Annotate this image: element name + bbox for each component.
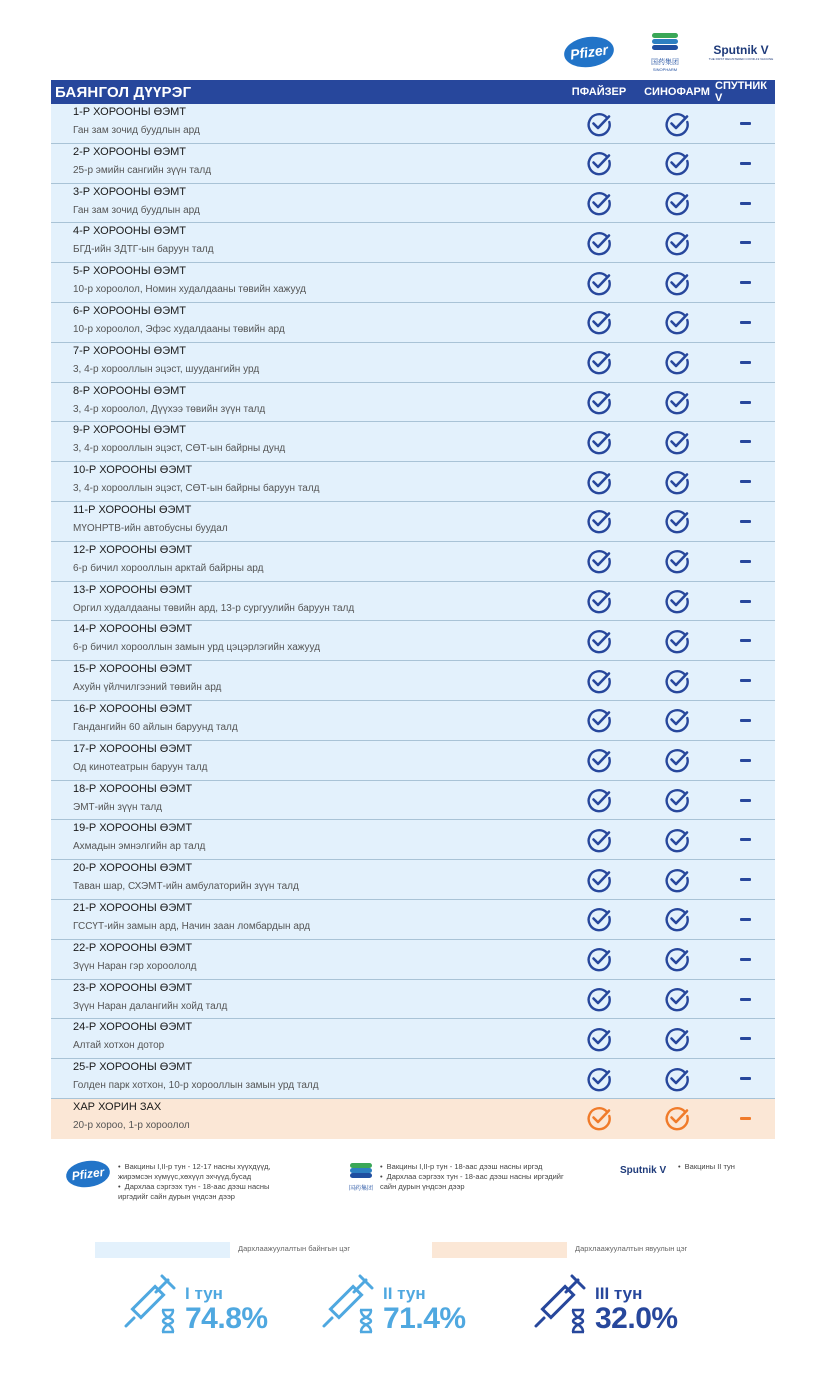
sinopharm-availability (639, 184, 715, 223)
check-circle-icon (664, 190, 690, 216)
check-circle-icon (664, 747, 690, 773)
site-name: 16-Р ХОРООНЫ ӨЭМТ (73, 702, 193, 715)
dash-icon (740, 1117, 751, 1120)
sputnik-availability (715, 741, 775, 780)
legend-sputnik-notes (678, 1162, 778, 1172)
sinopharm-availability (639, 860, 715, 899)
check-circle-icon (586, 429, 612, 455)
check-circle-icon (586, 111, 612, 137)
table-row (51, 900, 775, 940)
site-name: 14-Р ХОРООНЫ ӨЭМТ (73, 623, 193, 636)
check-circle-icon (664, 628, 690, 654)
pfizer-logo (562, 30, 616, 74)
site-name: 9-Р ХОРООНЫ ӨЭМТ (73, 424, 186, 437)
sputnik-availability (715, 621, 775, 660)
check-circle-icon (664, 230, 690, 256)
sputnik-logo-sub: THE FIRST REGISTERED COVID-19 VACCINE (708, 57, 774, 61)
pfizer-availability (561, 701, 637, 740)
check-circle-icon (586, 588, 612, 614)
dash-icon (740, 759, 751, 762)
check-circle-icon (664, 1026, 690, 1052)
sputnik-availability (715, 1019, 775, 1058)
dash-icon (740, 998, 751, 1001)
sputnik-availability (715, 343, 775, 382)
pfizer-availability (561, 661, 637, 700)
dash-icon (740, 1077, 751, 1080)
sinopharm-availability (639, 1099, 715, 1138)
sputnik-availability (715, 502, 775, 541)
table-row (51, 104, 775, 144)
sputnik-availability (715, 1059, 775, 1098)
site-address: Ахмадын эмнэлгийн ар талд (73, 841, 206, 853)
sputnik-availability (715, 701, 775, 740)
dash-icon (740, 918, 751, 921)
dash-icon (740, 162, 751, 165)
site-name: 25-Р ХОРООНЫ ӨЭМТ (73, 1061, 193, 1074)
site-name: 8-Р ХОРООНЫ ӨЭМТ (73, 384, 186, 397)
site-name: 2-Р ХОРООНЫ ӨЭМТ (73, 145, 186, 158)
check-circle-icon (664, 986, 690, 1012)
table-row (51, 383, 775, 423)
table-row (51, 263, 775, 303)
sputnik-availability (715, 144, 775, 183)
check-circle-icon (586, 270, 612, 296)
sinopharm-logo (640, 30, 690, 74)
sinopharm-availability (639, 781, 715, 820)
check-circle-icon (664, 429, 690, 455)
table-row (51, 860, 775, 900)
site-name: 24-Р ХОРООНЫ ӨЭМТ (73, 1021, 193, 1034)
site-address: Оргил худалдааны төвийн ард, 13-р сургуулийн баруун талд (73, 602, 355, 614)
sinopharm-availability (639, 1059, 715, 1098)
dash-icon (740, 480, 751, 483)
check-circle-icon (664, 1066, 690, 1092)
check-circle-icon (586, 1105, 612, 1131)
check-circle-icon (664, 707, 690, 733)
pfizer-availability (561, 502, 637, 541)
dash-icon (740, 639, 751, 642)
table-row (51, 940, 775, 980)
vaccine-logos (0, 30, 825, 78)
site-name: 4-Р ХОРООНЫ ӨЭМТ (73, 225, 186, 238)
sinopharm-availability (639, 1019, 715, 1058)
dose-3-value: 32.0% (595, 1302, 678, 1335)
sinopharm-logo-text: 国药集团 (651, 58, 679, 66)
column-header-sinopharm: СИНОФАРМ (644, 86, 710, 98)
table-row (51, 582, 775, 622)
sputnik-availability (715, 303, 775, 342)
pfizer-availability (561, 1019, 637, 1058)
table-row (51, 422, 775, 462)
sinopharm-availability (639, 422, 715, 461)
site-name: 17-Р ХОРООНЫ ӨЭМТ (73, 742, 193, 755)
table-row (51, 542, 775, 582)
check-circle-icon (586, 150, 612, 176)
check-circle-icon (664, 469, 690, 495)
table-row (51, 462, 775, 502)
site-name: 22-Р ХОРООНЫ ӨЭМТ (73, 941, 193, 954)
pfizer-availability (561, 223, 637, 262)
check-circle-icon (586, 747, 612, 773)
sinopharm-logo-sub: SINOPHARM (652, 66, 678, 72)
site-address: 3, 4-р хорооллын эцэст, СӨТ-ын байрны дунд (73, 443, 286, 455)
site-name: 15-Р ХОРООНЫ ӨЭМТ (73, 663, 193, 676)
vaccination-site-list (51, 104, 775, 1139)
pfizer-availability (561, 980, 637, 1019)
pfizer-availability (561, 343, 637, 382)
site-name: 21-Р ХОРООНЫ ӨЭМТ (73, 901, 193, 914)
pfizer-availability (561, 582, 637, 621)
legend-note: • Вакцины I,II-р тун - 18-аас дээш насны иргэд (380, 1162, 580, 1172)
pfizer-availability (561, 303, 637, 342)
table-row (51, 144, 775, 184)
site-address: 3, 4-р хорооллын эцэст, СӨТ-ын байрны баруун талд (73, 483, 320, 495)
sputnik-availability (715, 940, 775, 979)
legend-note: • Дархлаа сэргээх тун - 18-аас дээш насны иргэдийг сайн дурын үндсэн дээр (118, 1182, 298, 1202)
site-address: Зүүн Наран гэр хороололд (73, 960, 197, 972)
site-address: МҮОНРТВ-ийн автобусны буудал (73, 522, 228, 534)
dose-2-value: 71.4% (383, 1302, 466, 1335)
site-address: Голден парк хотхон, 10-р хорооллын замын урд талд (73, 1080, 319, 1092)
sputnik-availability (715, 900, 775, 939)
check-circle-icon (664, 867, 690, 893)
check-circle-icon (664, 906, 690, 932)
site-address: 10-р хороолол, Эфэс худалдааны төвийн ард (73, 323, 285, 335)
dose-1-value: 74.8% (185, 1302, 268, 1335)
sinopharm-mark-icon (350, 1163, 372, 1181)
sputnik-availability (715, 661, 775, 700)
dash-icon (740, 520, 751, 523)
dose-2-label: II тун (383, 1284, 426, 1303)
sinopharm-availability (639, 502, 715, 541)
site-address: 3, 4-р хорооллын эцэст, шуудангийн урд (73, 363, 260, 375)
site-name: 10-Р ХОРООНЫ ӨЭМТ (73, 464, 193, 477)
sputnik-availability (715, 383, 775, 422)
dash-icon (740, 600, 751, 603)
check-circle-icon (664, 508, 690, 534)
dash-icon (740, 241, 751, 244)
pfizer-availability (561, 781, 637, 820)
check-circle-icon (664, 787, 690, 813)
site-address: 20-р хороо, 1-р хороолол (73, 1119, 190, 1131)
site-address: Од кинотеатрын баруун талд (73, 761, 208, 773)
check-circle-icon (664, 389, 690, 415)
check-circle-icon (586, 707, 612, 733)
check-circle-icon (664, 270, 690, 296)
table-row (51, 343, 775, 383)
check-circle-icon (586, 230, 612, 256)
dose-3-label: III тун (595, 1284, 643, 1303)
dash-icon (740, 799, 751, 802)
site-name: 13-Р ХОРООНЫ ӨЭМТ (73, 583, 193, 596)
check-circle-icon (664, 588, 690, 614)
sputnik-availability (715, 820, 775, 859)
site-address: Таван шар, СХЭМТ-ийн амбулаторийн зүүн талд (73, 881, 299, 893)
table-row (51, 621, 775, 661)
dose-3-stat (528, 1274, 698, 1344)
dash-icon (740, 321, 751, 324)
sputnik-availability (715, 422, 775, 461)
site-name: 1-Р ХОРООНЫ ӨЭМТ (73, 106, 186, 118)
check-circle-icon (586, 190, 612, 216)
site-address: 3, 4-р хороолол, Дүүхээ төвийн зүүн талд (73, 403, 266, 415)
check-circle-icon (586, 389, 612, 415)
dash-icon (740, 281, 751, 284)
dash-icon (740, 560, 751, 563)
pfizer-availability (561, 1059, 637, 1098)
pfizer-availability (561, 1099, 637, 1138)
sinopharm-availability (639, 303, 715, 342)
site-address: ЭМТ-ийн зүүн талд (73, 801, 163, 813)
check-circle-icon (664, 668, 690, 694)
table-row (51, 223, 775, 263)
dash-icon (740, 719, 751, 722)
sinopharm-availability (639, 900, 715, 939)
site-name: 5-Р ХОРООНЫ ӨЭМТ (73, 265, 186, 278)
table-row (51, 781, 775, 821)
pfizer-availability (561, 820, 637, 859)
pfizer-availability (561, 263, 637, 302)
sputnik-availability (715, 223, 775, 262)
table-row (51, 1019, 775, 1059)
sputnik-availability (715, 1099, 775, 1138)
fixed-site-swatch (95, 1242, 230, 1258)
legend-pfizer-notes (118, 1162, 298, 1202)
check-circle-icon (586, 986, 612, 1012)
site-name: 23-Р ХОРООНЫ ӨЭМТ (73, 981, 193, 994)
site-address: БГД-ийн ЗДТГ-ын баруун талд (73, 244, 214, 256)
site-name: 19-Р ХОРООНЫ ӨЭМТ (73, 822, 193, 835)
dash-icon (740, 122, 751, 125)
hourglass-icon (570, 1308, 586, 1334)
sinopharm-availability (639, 621, 715, 660)
legend-sinopharm-logo (348, 1163, 374, 1192)
site-address: 6-р бичил хорооллын замын урд цэцэрлэгийн хажууд (73, 642, 321, 654)
dose-1-stat (118, 1274, 288, 1344)
site-name: 12-Р ХОРООНЫ ӨЭМТ (73, 543, 193, 556)
pfizer-availability (561, 383, 637, 422)
table-row (51, 502, 775, 542)
legend-note: • Вакцины II тун (678, 1162, 778, 1172)
dash-icon (740, 878, 751, 881)
check-circle-icon (586, 628, 612, 654)
sinopharm-availability (639, 343, 715, 382)
sputnik-availability (715, 582, 775, 621)
dash-icon (740, 401, 751, 404)
check-circle-icon (664, 1105, 690, 1131)
sputnik-logo-text: Sputnik V (713, 43, 769, 57)
table-row (51, 661, 775, 701)
hourglass-icon (358, 1308, 374, 1334)
site-name: 7-Р ХОРООНЫ ӨЭМТ (73, 344, 186, 357)
check-circle-icon (586, 1026, 612, 1052)
site-address: 10-р хороолол, Номин худалдааны төвийн хажууд (73, 284, 306, 296)
pfizer-availability (561, 621, 637, 660)
pfizer-logo-text: Pfizer (562, 34, 616, 71)
sinopharm-availability (639, 741, 715, 780)
site-address: Гандангийн 60 айлын баруунд талд (73, 721, 238, 733)
sputnik-availability (715, 980, 775, 1019)
legend-pfizer-logo: Pfizer (64, 1158, 111, 1190)
dash-icon (740, 361, 751, 364)
pfizer-availability (561, 422, 637, 461)
sinopharm-availability (639, 820, 715, 859)
sinopharm-availability (639, 383, 715, 422)
check-circle-icon (586, 668, 612, 694)
pfizer-availability (561, 462, 637, 501)
site-name: 18-Р ХОРООНЫ ӨЭМТ (73, 782, 193, 795)
pfizer-availability (561, 900, 637, 939)
site-address: Ахуйн үйлчилгээний төвийн ард (73, 682, 222, 694)
fixed-site-label: Дархлаажуулалтын байнгын цэг (238, 1244, 351, 1253)
site-address: Ган зам зочид буудлын ард (73, 204, 200, 216)
sinopharm-availability (639, 980, 715, 1019)
check-circle-icon (664, 548, 690, 574)
sinopharm-availability (639, 661, 715, 700)
sinopharm-availability (639, 940, 715, 979)
dash-icon (740, 958, 751, 961)
sinopharm-availability (639, 582, 715, 621)
mobile-site-row (51, 1099, 775, 1139)
check-circle-icon (586, 867, 612, 893)
sinopharm-availability (639, 263, 715, 302)
check-circle-icon (586, 469, 612, 495)
mobile-site-swatch (432, 1242, 567, 1258)
site-address: 6-р бичил хорооллын арктай байрны ард (73, 562, 264, 574)
hourglass-icon (160, 1308, 176, 1334)
check-circle-icon (586, 906, 612, 932)
column-header-sputnik: СПУТНИК V (715, 80, 767, 104)
dash-icon (740, 202, 751, 205)
sinopharm-availability (639, 701, 715, 740)
check-circle-icon (586, 349, 612, 375)
table-row (51, 701, 775, 741)
sinopharm-availability (639, 542, 715, 581)
pfizer-availability (561, 940, 637, 979)
legend-note: • Дархлаа сэргээх тун - 18-аас дээш насны иргэдийг сайн дурын үндсэн дээр (380, 1172, 580, 1192)
table-row (51, 980, 775, 1020)
table-row (51, 741, 775, 781)
check-circle-icon (586, 787, 612, 813)
sputnik-availability (715, 263, 775, 302)
sputnik-availability (715, 781, 775, 820)
column-header-pfizer: ПФАЙЗЕР (571, 86, 627, 98)
check-circle-icon (664, 309, 690, 335)
sinopharm-availability (639, 462, 715, 501)
sinopharm-mark-icon (652, 33, 678, 55)
mobile-site-label: Дархлаажуулалтын явуулын цэг (575, 1244, 688, 1253)
check-circle-icon (586, 309, 612, 335)
sputnik-availability (715, 104, 775, 143)
site-address: Зүүн Наран далангийн хойд талд (73, 1000, 228, 1012)
table-row (51, 184, 775, 224)
check-circle-icon (586, 827, 612, 853)
site-name: 11-Р ХОРООНЫ ӨЭМТ (73, 503, 192, 516)
site-name: 20-Р ХОРООНЫ ӨЭМТ (73, 862, 193, 875)
sinopharm-availability (639, 223, 715, 262)
site-address: ГССҮТ-ийн замын ард, Начин заан ломбардын ард (73, 920, 311, 932)
legend-note: • Вакцины I,II-р тун - 12-17 насны хүүхдүүд, жирэмсэн хүмүүс,хөхүүл эхчүүд,бусад (118, 1162, 298, 1182)
pfizer-availability (561, 104, 637, 143)
site-address: Алтай хотхон дотор (73, 1040, 165, 1052)
check-circle-icon (664, 827, 690, 853)
pfizer-availability (561, 184, 637, 223)
table-row (51, 820, 775, 860)
check-circle-icon (586, 508, 612, 534)
check-circle-icon (664, 111, 690, 137)
pfizer-availability (561, 741, 637, 780)
legend-sinopharm-text: 国药集团 (348, 1186, 373, 1192)
table-row (51, 1059, 775, 1099)
dash-icon (740, 838, 751, 841)
check-circle-icon (664, 150, 690, 176)
site-name: 3-Р ХОРООНЫ ӨЭМТ (73, 185, 186, 198)
sputnik-logo (706, 30, 776, 74)
legend-sputnik-logo: Sputnik V (620, 1165, 667, 1176)
sputnik-availability (715, 860, 775, 899)
check-circle-icon (664, 349, 690, 375)
table-row (51, 303, 775, 343)
sinopharm-availability (639, 104, 715, 143)
sputnik-availability (715, 184, 775, 223)
pfizer-availability (561, 144, 637, 183)
sinopharm-availability (639, 144, 715, 183)
site-name: ХАР ХОРИН ЗАХ (73, 1100, 162, 1113)
sputnik-availability (715, 542, 775, 581)
site-address: 25-р эмийн сангийн зүүн талд (73, 164, 212, 176)
check-circle-icon (586, 1066, 612, 1092)
site-address: Ган зам зочид буудлын ард (73, 125, 200, 136)
check-circle-icon (586, 548, 612, 574)
site-name: 6-Р ХОРООНЫ ӨЭМТ (73, 304, 186, 317)
check-circle-icon (664, 946, 690, 972)
legend-sinopharm-notes (380, 1162, 580, 1192)
dash-icon (740, 440, 751, 443)
dash-icon (740, 1037, 751, 1040)
pfizer-availability (561, 860, 637, 899)
district-title: БАЯНГОЛ ДҮҮРЭГ (55, 83, 192, 101)
check-circle-icon (586, 946, 612, 972)
table-header (51, 80, 775, 104)
dose-1-label: I тун (185, 1284, 223, 1303)
dash-icon (740, 679, 751, 682)
sputnik-availability (715, 462, 775, 501)
pfizer-availability (561, 542, 637, 581)
dose-2-stat (316, 1274, 486, 1344)
